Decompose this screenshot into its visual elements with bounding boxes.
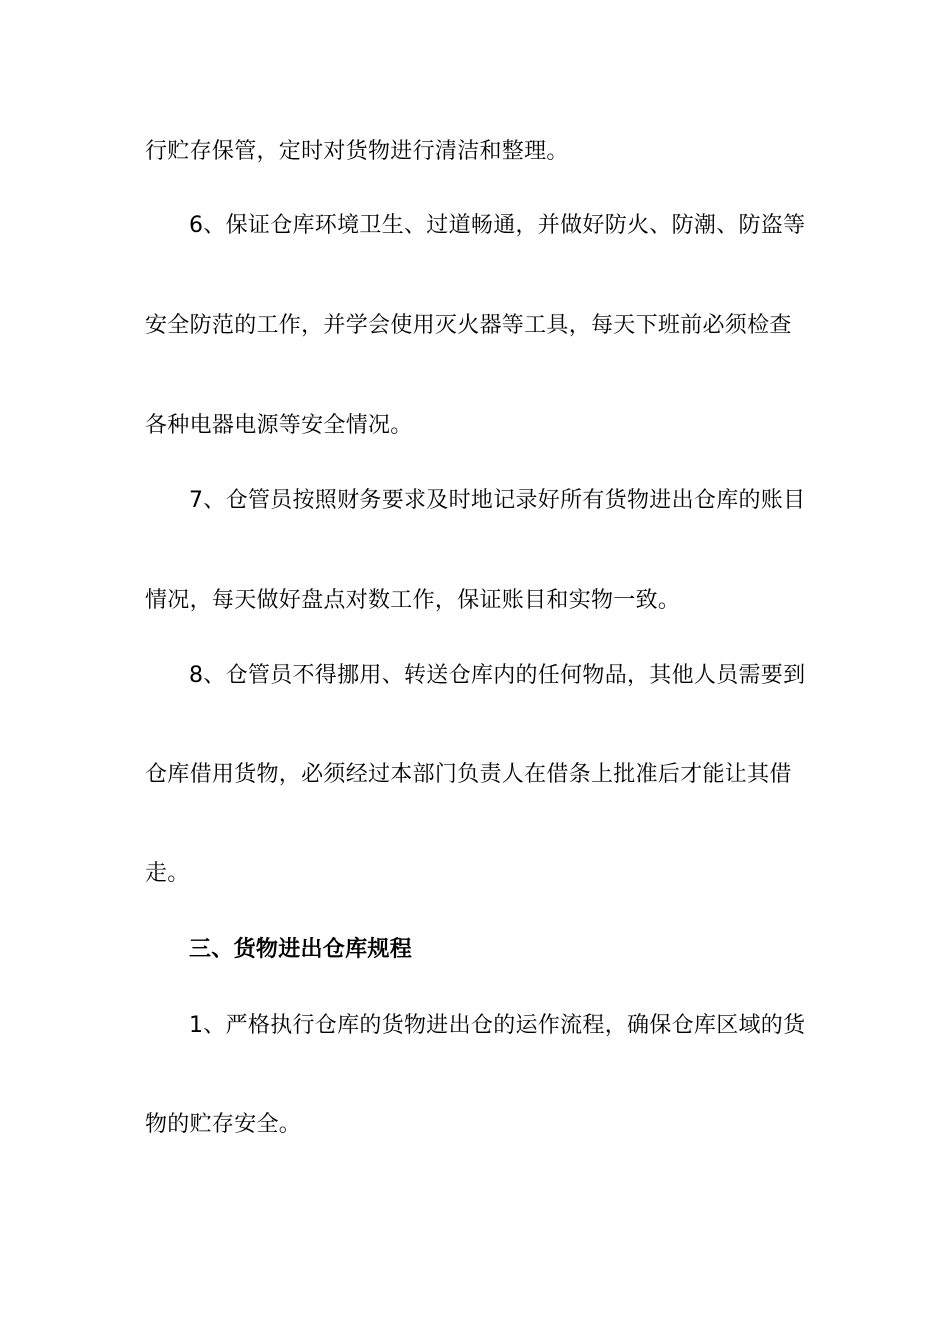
text-line-12: 物的贮存安全。 [145, 1112, 302, 1137]
text-line-3: 安全防范的工作，并学会使用灭火器等工具，每天下班前必须检查 [145, 313, 792, 338]
text-line-4: 各种电器电源等安全情况。 [145, 413, 413, 438]
text-line-9: 走。 [145, 861, 190, 886]
text-line-8: 仓库借用货物，必须经过本部门负责人在借条上批准后才能让其借 [145, 762, 792, 787]
text-line-11: 1、严格执行仓库的货物进出仓的运作流程，确保仓库区域的货 [189, 1013, 806, 1038]
section-heading: 三、货物进出仓库规程 [189, 937, 413, 962]
text-line-5: 7、仓管员按照财务要求及时地记录好所有货物进出仓库的账目 [189, 488, 806, 513]
text-line-1: 行贮存保管，定时对货物进行清洁和整理。 [145, 139, 569, 164]
text-line-6: 情况，每天做好盘点对数工作，保证账目和实物一致。 [145, 588, 681, 613]
text-line-2: 6、保证仓库环境卫生、过道畅通，并做好防火、防潮、防盗等 [189, 213, 806, 238]
text-line-7: 8、仓管员不得挪用、转送仓库内的任何物品，其他人员需要到 [189, 663, 806, 688]
